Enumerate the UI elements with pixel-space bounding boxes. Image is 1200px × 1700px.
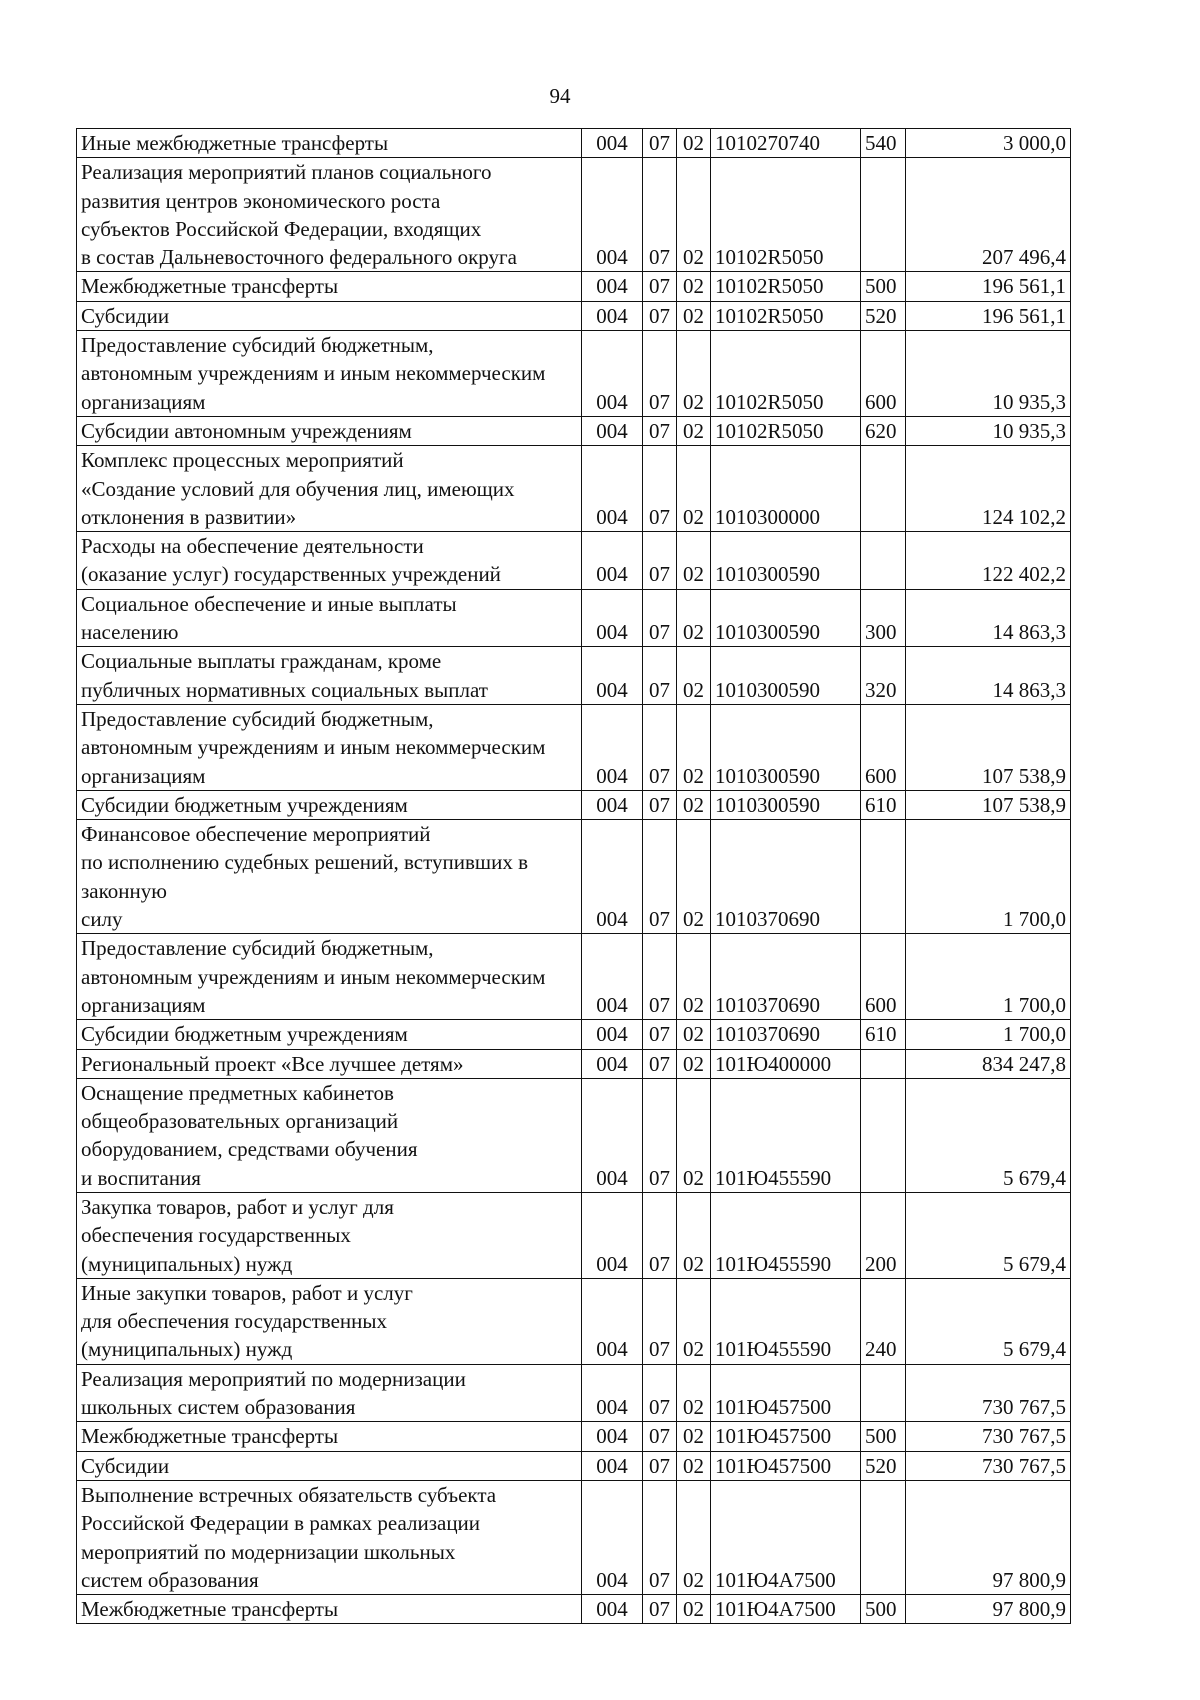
cell-csr: 1010370690: [711, 934, 861, 1020]
cell-csr: 1010300590: [711, 589, 861, 647]
cell-csr: 101Ю4А7500: [711, 1595, 861, 1624]
table-row: [77, 129, 1071, 158]
table-row: [77, 416, 1071, 445]
row-name: Оснащение предметных кабинетов общеобразовательных организаций оборудованием, средствами обучения и воспитания: [77, 1078, 582, 1192]
row-name: Иные межбюджетные трансферты: [77, 129, 582, 158]
cell-ved: 004: [582, 1192, 643, 1278]
cell-ved: 004: [582, 1049, 643, 1078]
row-name: Комплекс процессных мероприятий «Создание условий для обучения лиц, имеющих отклонения в развитии»: [77, 446, 582, 532]
cell-vr: [861, 158, 906, 272]
cell-sum: 3 000,0: [906, 129, 1071, 158]
cell-pr: 02: [677, 158, 711, 272]
table-row: [77, 647, 1071, 705]
row-name: Субсидии: [77, 301, 582, 330]
table-row: [77, 532, 1071, 590]
table-row: [77, 331, 1071, 417]
cell-pr: 02: [677, 1020, 711, 1049]
cell-pr: 02: [677, 129, 711, 158]
cell-ved: 004: [582, 331, 643, 417]
table-row: [77, 1451, 1071, 1480]
cell-csr: 10102R5050: [711, 331, 861, 417]
cell-pr: 02: [677, 532, 711, 590]
cell-vr: 610: [861, 1020, 906, 1049]
cell-pr: 02: [677, 1451, 711, 1480]
cell-vr: 600: [861, 331, 906, 417]
cell-vr: [861, 1078, 906, 1192]
row-name: Реализация мероприятий планов социального развития центров экономического роста субъектов Российской Федерации, входящих в состав Дальневосточного федерального округа: [77, 158, 582, 272]
cell-vr: [861, 1480, 906, 1594]
cell-pr: 02: [677, 1480, 711, 1594]
cell-vr: 600: [861, 934, 906, 1020]
cell-csr: 1010370690: [711, 1020, 861, 1049]
table-row: [77, 1078, 1071, 1192]
cell-vr: [861, 1364, 906, 1422]
row-name: Субсидии бюджетным учреждениям: [77, 790, 582, 819]
cell-sum: 10 935,3: [906, 416, 1071, 445]
cell-ved: 004: [582, 1278, 643, 1364]
cell-ved: 004: [582, 301, 643, 330]
cell-sum: 14 863,3: [906, 647, 1071, 705]
cell-sum: 730 767,5: [906, 1364, 1071, 1422]
cell-rz: 07: [643, 704, 677, 790]
cell-sum: 834 247,8: [906, 1049, 1071, 1078]
cell-vr: 500: [861, 1422, 906, 1451]
cell-ved: 004: [582, 934, 643, 1020]
cell-vr: [861, 446, 906, 532]
cell-ved: 004: [582, 1422, 643, 1451]
cell-sum: 107 538,9: [906, 704, 1071, 790]
table-row: [77, 272, 1071, 301]
cell-csr: 10102R5050: [711, 158, 861, 272]
cell-sum: 5 679,4: [906, 1278, 1071, 1364]
cell-ved: 004: [582, 1078, 643, 1192]
cell-ved: 004: [582, 129, 643, 158]
cell-pr: 02: [677, 1049, 711, 1078]
cell-ved: 004: [582, 1020, 643, 1049]
row-name: Субсидии автономным учреждениям: [77, 416, 582, 445]
cell-csr: 1010300590: [711, 790, 861, 819]
cell-pr: 02: [677, 331, 711, 417]
cell-ved: 004: [582, 647, 643, 705]
cell-vr: 610: [861, 790, 906, 819]
cell-vr: [861, 820, 906, 934]
cell-csr: 10102R5050: [711, 272, 861, 301]
table-row: [77, 1020, 1071, 1049]
table-row: [77, 158, 1071, 272]
cell-rz: 07: [643, 1595, 677, 1624]
cell-pr: 02: [677, 1364, 711, 1422]
cell-sum: 14 863,3: [906, 589, 1071, 647]
page-number: 94: [549, 84, 571, 108]
cell-sum: 196 561,1: [906, 301, 1071, 330]
cell-rz: 07: [643, 934, 677, 1020]
table-row: [77, 790, 1071, 819]
cell-pr: 02: [677, 1278, 711, 1364]
cell-ved: 004: [582, 1364, 643, 1422]
table-row: [77, 1595, 1071, 1624]
cell-csr: 101Ю457500: [711, 1364, 861, 1422]
cell-csr: 101Ю400000: [711, 1049, 861, 1078]
row-name: Межбюджетные трансферты: [77, 272, 582, 301]
cell-sum: 1 700,0: [906, 820, 1071, 934]
cell-rz: 07: [643, 301, 677, 330]
cell-ved: 004: [582, 158, 643, 272]
cell-rz: 07: [643, 532, 677, 590]
cell-ved: 004: [582, 1451, 643, 1480]
cell-vr: 500: [861, 272, 906, 301]
cell-csr: 101Ю455590: [711, 1192, 861, 1278]
cell-ved: 004: [582, 1595, 643, 1624]
cell-rz: 07: [643, 1049, 677, 1078]
row-name: Иные закупки товаров, работ и услуг для обеспечения государственных (муниципальных) нужд: [77, 1278, 582, 1364]
cell-sum: 97 800,9: [906, 1595, 1071, 1624]
row-name: Предоставление субсидий бюджетным, автономным учреждениям и иным некоммерческим организациям: [77, 704, 582, 790]
cell-pr: 02: [677, 1192, 711, 1278]
cell-vr: 620: [861, 416, 906, 445]
cell-ved: 004: [582, 446, 643, 532]
budget-table: [76, 128, 1071, 1624]
cell-rz: 07: [643, 1278, 677, 1364]
cell-vr: 500: [861, 1595, 906, 1624]
cell-pr: 02: [677, 446, 711, 532]
table-row: [77, 301, 1071, 330]
cell-rz: 07: [643, 1192, 677, 1278]
cell-pr: 02: [677, 934, 711, 1020]
cell-sum: 5 679,4: [906, 1192, 1071, 1278]
table-row: [77, 1192, 1071, 1278]
cell-sum: 207 496,4: [906, 158, 1071, 272]
cell-rz: 07: [643, 790, 677, 819]
cell-pr: 02: [677, 272, 711, 301]
cell-sum: 730 767,5: [906, 1422, 1071, 1451]
cell-rz: 07: [643, 589, 677, 647]
row-name: Выполнение встречных обязательств субъекта Российской Федерации в рамках реализации мероприятий по модернизации школьных систем образования: [77, 1480, 582, 1594]
cell-rz: 07: [643, 446, 677, 532]
cell-csr: 1010300590: [711, 532, 861, 590]
cell-ved: 004: [582, 532, 643, 590]
table-row: [77, 1422, 1071, 1451]
cell-rz: 07: [643, 1422, 677, 1451]
cell-vr: 300: [861, 589, 906, 647]
table-row: [77, 704, 1071, 790]
cell-ved: 004: [582, 416, 643, 445]
cell-csr: 10102R5050: [711, 416, 861, 445]
cell-csr: 1010300590: [711, 704, 861, 790]
row-name: Субсидии бюджетным учреждениям: [77, 1020, 582, 1049]
cell-vr: 520: [861, 1451, 906, 1480]
cell-rz: 07: [643, 1364, 677, 1422]
budget-table-body: [77, 129, 1071, 1624]
cell-rz: 07: [643, 1020, 677, 1049]
row-name: Социальное обеспечение и иные выплаты населению: [77, 589, 582, 647]
cell-ved: 004: [582, 272, 643, 301]
table-row: [77, 1480, 1071, 1594]
cell-ved: 004: [582, 820, 643, 934]
cell-vr: 540: [861, 129, 906, 158]
cell-csr: 1010270740: [711, 129, 861, 158]
table-row: [77, 934, 1071, 1020]
cell-rz: 07: [643, 1451, 677, 1480]
row-name: Расходы на обеспечение деятельности (оказание услуг) государственных учреждений: [77, 532, 582, 590]
cell-vr: 600: [861, 704, 906, 790]
cell-csr: 10102R5050: [711, 301, 861, 330]
cell-vr: 240: [861, 1278, 906, 1364]
cell-ved: 004: [582, 589, 643, 647]
cell-pr: 02: [677, 416, 711, 445]
cell-pr: 02: [677, 1595, 711, 1624]
cell-rz: 07: [643, 1078, 677, 1192]
cell-vr: [861, 532, 906, 590]
cell-rz: 07: [643, 416, 677, 445]
cell-ved: 004: [582, 704, 643, 790]
row-name: Финансовое обеспечение мероприятий по исполнению судебных решений, вступивших в законную силу: [77, 820, 582, 934]
row-name: Субсидии: [77, 1451, 582, 1480]
cell-sum: 107 538,9: [906, 790, 1071, 819]
cell-ved: 004: [582, 1480, 643, 1594]
cell-csr: 101Ю457500: [711, 1451, 861, 1480]
row-name: Закупка товаров, работ и услуг для обеспечения государственных (муниципальных) нужд: [77, 1192, 582, 1278]
table-row: [77, 589, 1071, 647]
table-row: [77, 1278, 1071, 1364]
cell-vr: 200: [861, 1192, 906, 1278]
row-name: Региональный проект «Все лучшее детям»: [77, 1049, 582, 1078]
table-row: [77, 1364, 1071, 1422]
cell-sum: 1 700,0: [906, 1020, 1071, 1049]
row-name: Социальные выплаты гражданам, кроме публичных нормативных социальных выплат: [77, 647, 582, 705]
cell-pr: 02: [677, 301, 711, 330]
cell-sum: 122 402,2: [906, 532, 1071, 590]
row-name: Предоставление субсидий бюджетным, автономным учреждениям и иным некоммерческим организациям: [77, 934, 582, 1020]
cell-sum: 10 935,3: [906, 331, 1071, 417]
cell-rz: 07: [643, 647, 677, 705]
cell-csr: 1010300590: [711, 647, 861, 705]
cell-rz: 07: [643, 820, 677, 934]
cell-csr: 101Ю457500: [711, 1422, 861, 1451]
cell-csr: 101Ю455590: [711, 1078, 861, 1192]
cell-pr: 02: [677, 1422, 711, 1451]
cell-ved: 004: [582, 790, 643, 819]
row-name: Межбюджетные трансферты: [77, 1595, 582, 1624]
table-row: [77, 1049, 1071, 1078]
row-name: Межбюджетные трансферты: [77, 1422, 582, 1451]
cell-sum: 97 800,9: [906, 1480, 1071, 1594]
cell-rz: 07: [643, 158, 677, 272]
cell-pr: 02: [677, 1078, 711, 1192]
cell-pr: 02: [677, 790, 711, 819]
cell-pr: 02: [677, 820, 711, 934]
cell-pr: 02: [677, 647, 711, 705]
cell-pr: 02: [677, 704, 711, 790]
cell-pr: 02: [677, 589, 711, 647]
cell-sum: 5 679,4: [906, 1078, 1071, 1192]
cell-csr: 1010370690: [711, 820, 861, 934]
cell-sum: 124 102,2: [906, 446, 1071, 532]
cell-vr: 320: [861, 647, 906, 705]
table-row: [77, 446, 1071, 532]
cell-vr: [861, 1049, 906, 1078]
cell-csr: 1010300000: [711, 446, 861, 532]
row-name: Реализация мероприятий по модернизации школьных систем образования: [77, 1364, 582, 1422]
cell-rz: 07: [643, 331, 677, 417]
cell-sum: 1 700,0: [906, 934, 1071, 1020]
cell-sum: 196 561,1: [906, 272, 1071, 301]
cell-csr: 101Ю455590: [711, 1278, 861, 1364]
cell-rz: 07: [643, 129, 677, 158]
cell-vr: 520: [861, 301, 906, 330]
cell-sum: 730 767,5: [906, 1451, 1071, 1480]
table-row: [77, 820, 1071, 934]
cell-csr: 101Ю4А7500: [711, 1480, 861, 1594]
cell-rz: 07: [643, 272, 677, 301]
row-name: Предоставление субсидий бюджетным, автономным учреждениям и иным некоммерческим организациям: [77, 331, 582, 417]
cell-rz: 07: [643, 1480, 677, 1594]
